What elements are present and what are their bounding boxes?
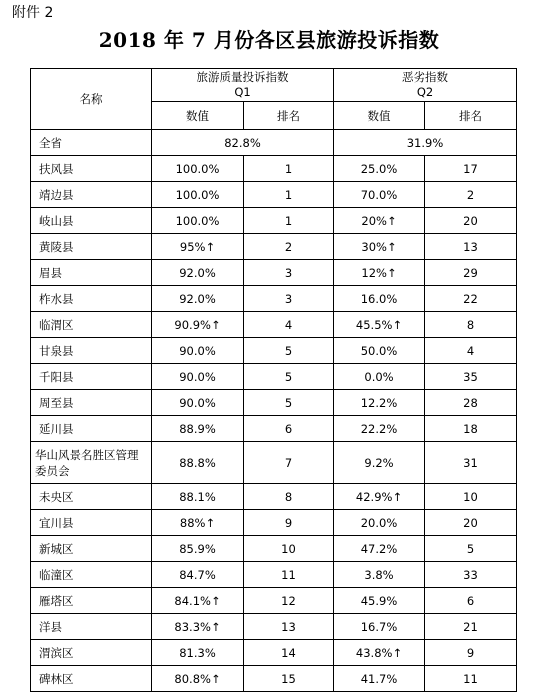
q1-rank: 5	[244, 338, 334, 364]
table-row	[31, 442, 517, 484]
header-q1-code: Q1	[234, 85, 251, 100]
q2-rank: 9	[425, 640, 517, 666]
county-name: 黄陵县	[31, 234, 152, 260]
q1-value: 83.3%↑	[152, 614, 244, 640]
q1-value: 100.0%	[152, 182, 244, 208]
q1-rank: 13	[244, 614, 334, 640]
complaint-index-table	[30, 68, 517, 692]
q2-rank: 17	[425, 156, 517, 182]
q2-rank: 2	[425, 182, 517, 208]
header-q2-code: Q2	[416, 85, 434, 100]
q2-rank: 21	[425, 614, 517, 640]
q1-value: 90.0%	[152, 390, 244, 416]
q2-rank: 18	[425, 416, 517, 442]
table-row	[31, 260, 517, 286]
table-row	[31, 484, 517, 510]
table-row	[31, 390, 517, 416]
county-name: 周至县	[31, 390, 152, 416]
table-row	[31, 640, 517, 666]
q1-rank: 5	[244, 364, 334, 390]
q2-value: 45.5%↑	[334, 312, 425, 338]
q2-value: 47.2%	[334, 536, 425, 562]
q2-value: 70.0%	[334, 182, 425, 208]
table-row	[31, 364, 517, 390]
county-name: 眉县	[31, 260, 152, 286]
province-q2-value: 31.9%	[334, 130, 517, 156]
q2-value: 16.0%	[334, 286, 425, 312]
q2-rank: 20	[425, 510, 517, 536]
q2-rank: 33	[425, 562, 517, 588]
county-name: 渭滨区	[31, 640, 152, 666]
table-row	[31, 182, 517, 208]
q2-rank: 11	[425, 666, 517, 692]
table-row	[31, 666, 517, 692]
table-row	[31, 588, 517, 614]
q1-rank: 11	[244, 562, 334, 588]
q1-rank: 8	[244, 484, 334, 510]
county-name: 延川县	[31, 416, 152, 442]
table-row	[31, 208, 517, 234]
q2-rank: 6	[425, 588, 517, 614]
q1-value: 100.0%	[152, 208, 244, 234]
table-row	[31, 286, 517, 312]
q2-rank: 20	[425, 208, 517, 234]
q1-value: 88.1%	[152, 484, 244, 510]
q1-rank: 2	[244, 234, 334, 260]
table-row	[31, 536, 517, 562]
header-q1-title: 旅游质量投诉指数	[196, 70, 289, 85]
header-q2-value: 数值	[334, 102, 425, 130]
header-q2	[334, 69, 517, 102]
q2-value: 42.9%↑	[334, 484, 425, 510]
q2-rank: 28	[425, 390, 517, 416]
q1-value: 88%↑	[152, 510, 244, 536]
attachment-label: 附件 2	[12, 5, 54, 21]
table-row	[31, 614, 517, 640]
q1-value: 100.0%	[152, 156, 244, 182]
q2-value: 0.0%	[334, 364, 425, 390]
county-name: 未央区	[31, 484, 152, 510]
q2-rank: 35	[425, 364, 517, 390]
header-q1-value: 数值	[152, 102, 244, 130]
page-title: 2018 年 7 月份各区县旅游投诉指数	[98, 28, 440, 52]
county-name: 临渭区	[31, 312, 152, 338]
header-q1-rank: 排名	[244, 102, 334, 130]
q2-value: 30%↑	[334, 234, 425, 260]
q2-rank: 31	[425, 442, 517, 484]
q2-rank: 8	[425, 312, 517, 338]
q2-value: 50.0%	[334, 338, 425, 364]
q1-value: 88.8%	[152, 442, 244, 484]
q1-value: 90.0%	[152, 364, 244, 390]
q1-rank: 1	[244, 156, 334, 182]
q2-value: 12%↑	[334, 260, 425, 286]
table-row	[31, 312, 517, 338]
q1-rank: 10	[244, 536, 334, 562]
table-row	[31, 156, 517, 182]
q2-value: 16.7%	[334, 614, 425, 640]
q2-rank: 5	[425, 536, 517, 562]
q2-value: 20%↑	[334, 208, 425, 234]
table-row	[31, 562, 517, 588]
q1-value: 92.0%	[152, 260, 244, 286]
q1-rank: 6	[244, 416, 334, 442]
q1-value: 84.1%↑	[152, 588, 244, 614]
q1-rank: 5	[244, 390, 334, 416]
q1-value: 92.0%	[152, 286, 244, 312]
q1-value: 90.9%↑	[152, 312, 244, 338]
county-name: 柞水县	[31, 286, 152, 312]
county-name: 千阳县	[31, 364, 152, 390]
q1-rank: 3	[244, 286, 334, 312]
q1-rank: 4	[244, 312, 334, 338]
q2-rank: 4	[425, 338, 517, 364]
q2-value: 22.2%	[334, 416, 425, 442]
county-name: 岐山县	[31, 208, 152, 234]
province-name: 全省	[31, 130, 152, 156]
q1-value: 88.9%	[152, 416, 244, 442]
table-row	[31, 338, 517, 364]
q2-rank: 22	[425, 286, 517, 312]
table-row	[31, 416, 517, 442]
q2-value: 20.0%	[334, 510, 425, 536]
county-name: 洋县	[31, 614, 152, 640]
q2-value: 9.2%	[334, 442, 425, 484]
q2-value: 43.8%↑	[334, 640, 425, 666]
table-row	[31, 510, 517, 536]
county-name: 甘泉县	[31, 338, 152, 364]
province-row	[31, 130, 517, 156]
q2-rank: 29	[425, 260, 517, 286]
table-row	[31, 234, 517, 260]
q2-rank: 10	[425, 484, 517, 510]
q2-value: 3.8%	[334, 562, 425, 588]
q2-value: 12.2%	[334, 390, 425, 416]
q1-value: 95%↑	[152, 234, 244, 260]
q2-rank: 13	[425, 234, 517, 260]
q1-rank: 3	[244, 260, 334, 286]
q1-value: 90.0%	[152, 338, 244, 364]
q2-value: 25.0%	[334, 156, 425, 182]
county-name: 雁塔区	[31, 588, 152, 614]
q1-rank: 9	[244, 510, 334, 536]
header-name: 名称	[31, 69, 152, 130]
q1-rank: 15	[244, 666, 334, 692]
q1-rank: 12	[244, 588, 334, 614]
q1-rank: 7	[244, 442, 334, 484]
county-name: 宜川县	[31, 510, 152, 536]
q1-value: 84.7%	[152, 562, 244, 588]
q2-value: 45.9%	[334, 588, 425, 614]
county-name: 扶风县	[31, 156, 152, 182]
county-name: 新城区	[31, 536, 152, 562]
header-q2-rank: 排名	[425, 102, 517, 130]
header-q1	[152, 69, 334, 102]
q1-rank: 1	[244, 208, 334, 234]
county-name: 临潼区	[31, 562, 152, 588]
header-q2-title: 恶劣指数	[402, 70, 448, 85]
q1-value: 80.8%↑	[152, 666, 244, 692]
q1-rank: 1	[244, 182, 334, 208]
province-q1-value: 82.8%	[152, 130, 334, 156]
county-name: 碑林区	[31, 666, 152, 692]
county-name: 华山风景名胜区管理委员会	[31, 442, 152, 484]
q1-value: 81.3%	[152, 640, 244, 666]
q1-value: 85.9%	[152, 536, 244, 562]
county-name: 靖边县	[31, 182, 152, 208]
q2-value: 41.7%	[334, 666, 425, 692]
q1-rank: 14	[244, 640, 334, 666]
